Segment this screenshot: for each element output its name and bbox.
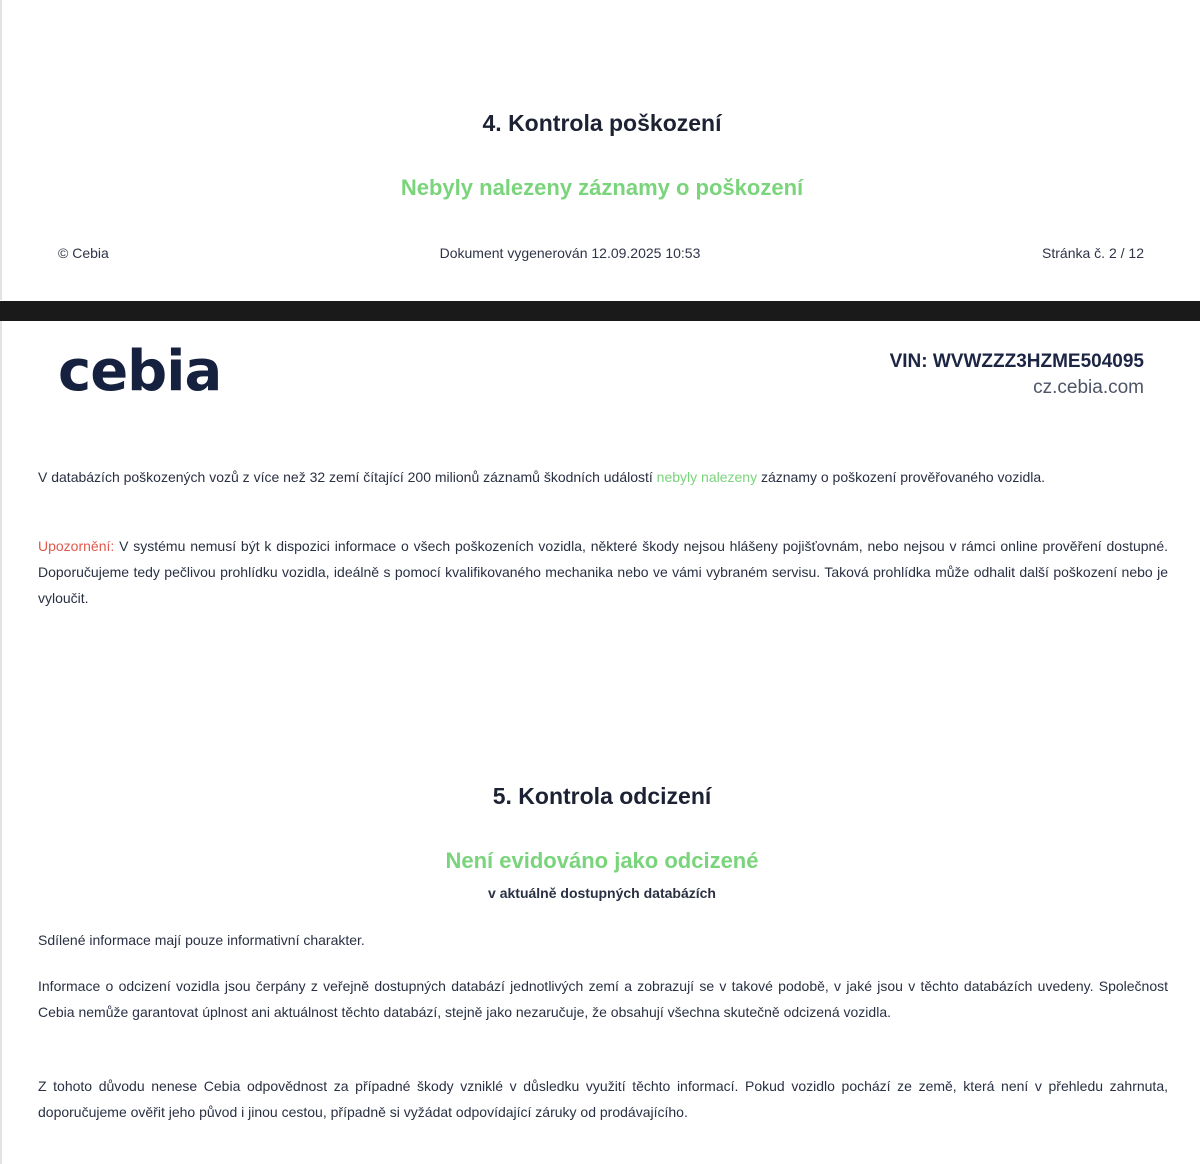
page-separator [0,301,1200,321]
damage-highlight: nebyly nalezeny [656,469,758,485]
footer-copyright: © Cebia [58,245,109,261]
damage-text-after: záznamy o poškození prověřovaného vozidla. [760,469,1046,485]
warning-text: V systému nemusí být k dispozici informace o všech poškozeních vozidla, některé škody nejsou hlášeny pojišťovnám, nebo nejsou v rámci online prověření dostupné. Doporučujeme tedy pečlivou prohlídku vozidla, ideálně s pomocí kvalifikovaného mechanika nebo ve vámi vybraném servisu. Taková prohlídka může odhalit další poškození nebo je vyloučit. [38,538,1169,606]
theft-paragraph-1: Sdílené informace mají pouze informativní charakter. [38,932,365,948]
theft-check-caption: v aktuálně dostupných databázích [488,885,716,901]
current-page [0,321,1200,1164]
vin-label: VIN: WVWZZZ3HZME504095 [889,351,1144,372]
warning-paragraph [38,533,1168,611]
damage-paragraph [38,464,1168,490]
warning-label: Upozornění: [38,538,115,554]
damage-check-status: Nebyly nalezeny záznamy o poškození [400,175,804,200]
cebia-logo: cebia [58,339,222,404]
theft-check-status: Není evidováno jako odcizené [445,848,759,873]
previous-page [0,0,1200,300]
site-link[interactable]: cz.cebia.com [1033,377,1144,398]
theft-paragraph-2: Informace o odcizení vozidla jsou čerpány z veřejně dostupných databází jednotlivých zemí a zobrazují se v takové podobě, v jaké jsou v těchto databázích uvedeny. Společnost Cebia nemůže garantovat úplnost ani aktuálnost těchto databází, stejně jako nezaručuje, že obsahují všechna skutečně odcizená vozidla. [38,978,1168,1020]
theft-check-title: 5. Kontrola odcizení [492,783,712,809]
damage-text-before: V databázích poškozených vozů z více než 32 zemí čítající 200 milionů záznamů škodních událostí [38,469,653,485]
footer-generated: Dokument vygenerován 12.09.2025 10:53 [439,245,701,261]
footer-page-number: Stránka č. 2 / 12 [1042,245,1144,261]
damage-check-title: 4. Kontrola poškození [482,110,722,136]
theft-paragraph-3: Z tohoto důvodu nenese Cebia odpovědnost za případné škody vzniklé v důsledku využití těchto informací. Pokud vozidlo pochází ze země, která není v přehledu zahrnuta, doporučujeme ověřit jeho původ i jinou cestou, případně si vyžádat odpovídající záruky od prodávajícího. [38,1078,1168,1120]
